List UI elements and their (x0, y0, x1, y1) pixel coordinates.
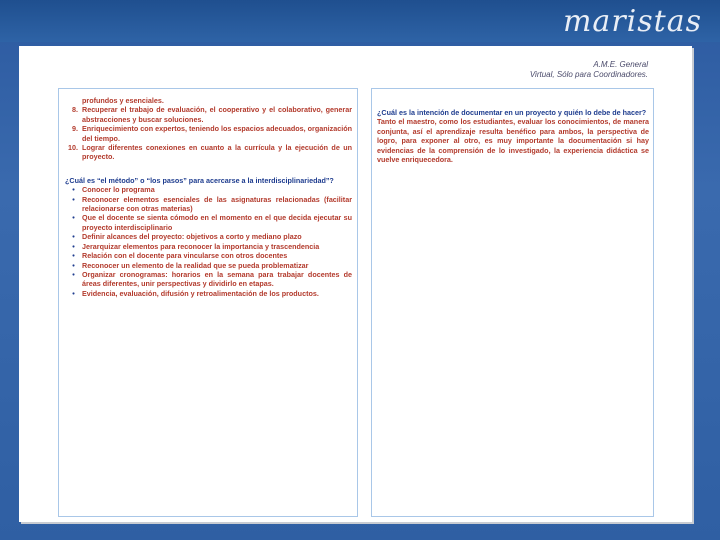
numbered-item (65, 143, 352, 162)
bullet-text: Conocer lo programa (82, 185, 155, 195)
bullet-icon: • (72, 232, 75, 242)
list-item (65, 289, 352, 298)
documentation-answer: Tanto el maestro, como los estudiantes, evaluar los conocimientos, de manera conjunta, así el aprendizaje resulta benéfico para ambos, la perspectiva de logro, para exponer al otro, es muy importante la documentación si hay evidencias de la comprensión de lo investigado, la experiencia didáctica se vuelve enriquecedora. (377, 117, 649, 165)
list-item (65, 270, 352, 289)
list-item (65, 195, 352, 214)
bullet-text: Reconocer elementos esenciales de las asignaturas relacionadas (facilitar relacionarse con otras materias) (82, 194, 352, 214)
list-item (65, 232, 352, 241)
bullet-text: Definir alcances del proyecto: objetivos a corto y mediano plazo (82, 232, 302, 242)
item-text: profundos y esenciales. (82, 96, 164, 105)
item-text: Recuperar el trabajo de evaluación, el cooperativo y el colaborativo, generar abstracciones y buscar soluciones. (82, 105, 352, 124)
bullet-icon: • (72, 269, 75, 279)
header-line-2: Virtual, Sólo para Coordinadores. (529, 70, 648, 79)
bullet-icon: • (72, 185, 75, 195)
list-item (65, 242, 352, 251)
bullet-text: Relación con el docente para vincularse con otros docentes (82, 251, 288, 261)
bullet-icon: • (72, 260, 75, 270)
slide-page (19, 46, 692, 522)
list-item (65, 261, 352, 270)
bullet-icon: • (72, 241, 75, 251)
numbered-item (65, 124, 352, 143)
bullet-text: Reconocer un elemento de la realidad que se pueda problematizar (82, 260, 309, 270)
item-number: 10. (68, 143, 78, 153)
left-column-content (65, 96, 352, 298)
list-item (65, 251, 352, 260)
header-line-1: A.M.E. General (593, 60, 648, 69)
item-number: 9. (72, 124, 78, 134)
document-header (530, 60, 648, 80)
item-number: 8. (72, 105, 78, 115)
item-text: Lograr diferentes conexiones en cuanto a la currícula y la ejecución de un proyecto. (82, 143, 352, 162)
bullet-text: Evidencia, evaluación, difusión y retroalimentación de los productos. (82, 288, 319, 298)
documentation-question: ¿Cuál es la intención de documentar en un proyecto y quién lo debe de hacer? (377, 108, 647, 117)
item-number (65, 96, 82, 105)
list-item (65, 213, 352, 232)
bullet-text: Que el docente se sienta cómodo en el momento en el que decida ejecutar su proyecto interdisciplinario (82, 213, 352, 232)
bullet-icon: • (72, 213, 75, 223)
bullet-icon: • (72, 194, 75, 204)
right-column-content (377, 108, 649, 164)
numbered-item (65, 105, 352, 124)
numbered-item (65, 96, 352, 105)
list-item (65, 185, 352, 194)
item-text: Enriquecimiento con expertos, teniendo los espacios adecuados, organización del tiempo. (82, 124, 352, 143)
maristas-logo: maristas (562, 4, 702, 39)
bullet-icon: • (72, 288, 75, 298)
bullet-icon: • (72, 251, 75, 261)
bullet-text: Jerarquizar elementos para reconocer la importancia y trascendencia (82, 241, 320, 251)
method-question: ¿Cuál es “el método” o “los pasos” para acercarse a la interdisciplinariedad”? (65, 175, 334, 185)
bullet-text: Organizar cronogramas: horarios en la semana para trabajar docentes de áreas diferentes, unir perspectivas y dividirlo en etapas. (82, 269, 352, 289)
